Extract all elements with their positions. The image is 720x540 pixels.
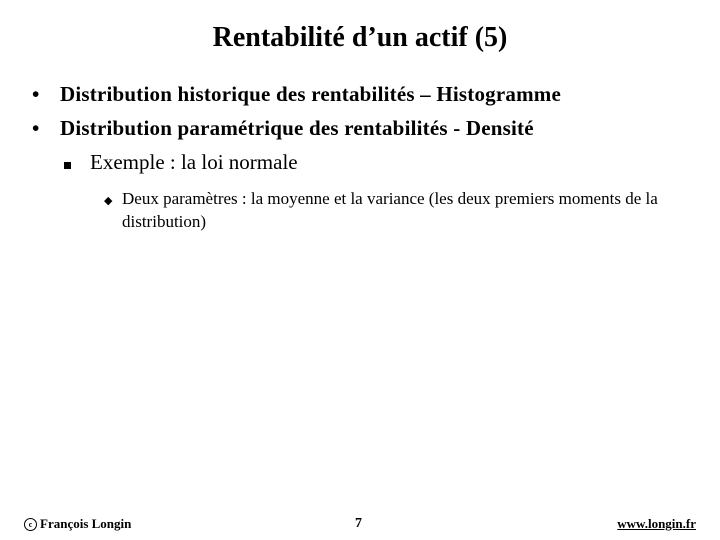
author-name: François Longin	[40, 516, 132, 531]
bullet-marker: •	[32, 116, 40, 140]
footer-author	[24, 516, 131, 532]
sub-sub-bullet-text: Deux paramètres : la moyenne et la variance (les deux premiers moments de la distribution)	[122, 189, 658, 231]
diamond-bullet-icon: ◆	[104, 195, 113, 207]
sub-sub-bullet-item-parameters	[104, 187, 664, 233]
slide-title: Rentabilité d’un actif (5)	[212, 22, 508, 53]
bullet-marker: •	[32, 82, 40, 106]
bullet-item-histogram	[32, 82, 561, 107]
bullet-item-density	[32, 116, 534, 141]
sub-bullet-text: Exemple : la loi normale	[90, 150, 298, 174]
square-bullet-icon	[64, 151, 90, 172]
page-number: 7	[355, 516, 362, 531]
website-link[interactable]: www.longin.fr	[617, 516, 696, 531]
bullet-text: Distribution historique des rentabilités – Histogramme	[60, 82, 561, 106]
bullet-text: Distribution paramétrique des rentabilités - Densité	[60, 116, 534, 140]
sub-bullet-item-normal-law	[64, 150, 298, 175]
copyright-icon: c	[24, 518, 37, 531]
